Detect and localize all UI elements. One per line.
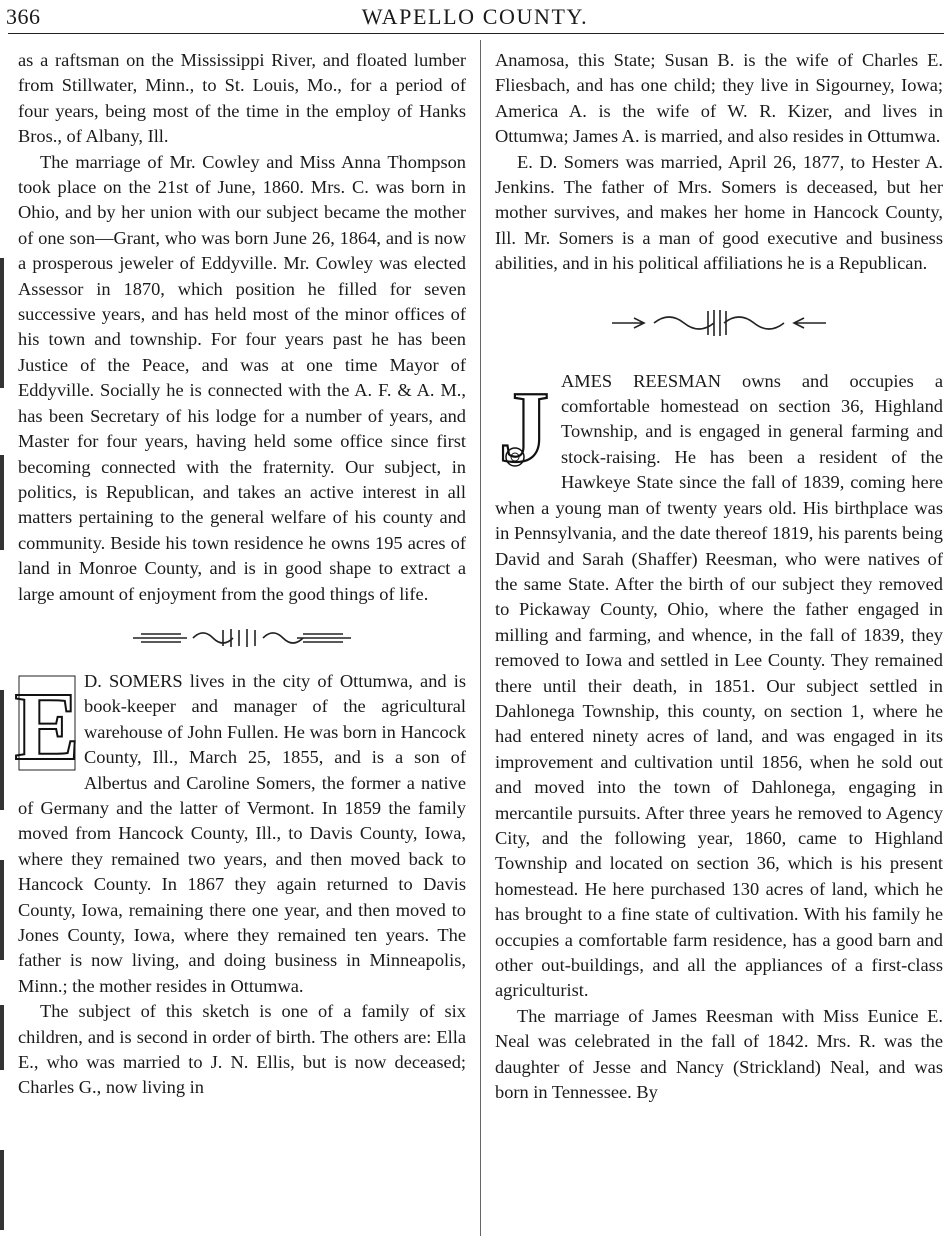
page-header [0,0,950,36]
somers-siblings-paragraph: Anamosa, this State; Susan B. is the wife of Charles E. Fliesbach, and has one child; they live in Sigourney, Iowa; America A. is the wife of W. R. Kizer, and lives in Ottumwa; James A. is married, and also resides in Ottumwa. [495,50,943,147]
section-ornament [18,607,466,669]
cowley-continuation-paragraph: as a raftsman on the Mississippi River, and floated lumber from Stillwater, Minn., to St. Louis, Mo., for a period of four years, being most of the time in the employ of Hanks Bros., of Albany, Ill. [18,50,466,147]
reesman-intro-paragraph: AMES REESMAN owns and occupies a comfortable homestead on section 36, Highland Township, and is engaged in general farming and stock-raising. He has been a resident of the Hawkeye State since the fall of 1839, coming here when a young man of twenty years old. His birthplace was in Pennsylvania, and the date thereof 1819, his parents being David and Sarah (Shaffer) Reesman, who were natives of the same State. After the birth of our subject they removed to Pickaway County, Ohio, where the father engaged in milling and farming, and whence, in the fall of 1839, they removed to Iowa and settled in Lee County. They remained there until their death, in 1851. Our subject settled in Dahlonega Township, this county, on section 1, where he had entered ninety acres of land, and was engaged in its improvement and cultivation until 1856, when he sold out and moved into the town of Dahlonega, engaging in mercantile pursuits. After three years he removed to Agency City, and the following year, 1860, came to Highland Township and located on section 36, which is his present homestead. He here purchased 130 acres of land, which he has brought to a fine state of cultivation. With his family he occupies a comfortable farm residence, has a good barn and other out-buildings, and all the appliances of a first-class agriculturist. [495,370,943,1001]
dropcap-j [495,370,553,484]
margin-mark [0,860,4,960]
column-divider [480,40,481,1236]
scroll-ornament-icon [604,308,834,338]
margin-mark [0,1005,4,1070]
cowley-marriage-paragraph: The marriage of Mr. Cowley and Miss Anna Thompson took place on the 21st of June, 1860. Mrs. C. was born in Ohio, and by her union with our subject became the mother of one son—Grant, who was born June 26, 1864, and is now a prosperous jeweler of Eddyville. Mr. Cowley was elected Assessor in 1870, which position he filled for seven successive years, and has held most of the minor offices of his town and township. For four years past he has been Justice of the Peace, and was at one time Mayor of Eddyville. Socially he is connected with the A. F. & A. M., has been Secretary of his lodge for a number of years, and Master for four years, having held some office since first becoming connected with the fraternity. Our subject, in politics, is Republican, and takes an active interest in all matters pertaining to the general welfare of his county and community. Beside his town residence he owns 195 acres of land in Monroe County, and is in good shape to extract a large amount of enjoyment from the good things of life. [18,151,466,604]
svg-text:E: E [14,672,80,781]
section-ornament [495,277,943,369]
reesman-marriage-paragraph: The marriage of James Reesman with Miss Eunice E. Neal was celebrated in the fall of 1842. Mrs. R. was the daughter of Jesse and Nancy (Strickland) Neal, and was born in Tennessee. By [495,1005,943,1103]
somers-marriage-paragraph: E. D. Somers was married, April 26, 1877, to Hester A. Jenkins. The father of Mrs. Somers is deceased, but her mother survives, and makes her home in Hancock County, Ill. Mr. Somers is a man of good executive and business abilities, and in his political affiliations he is a Republican. [495,151,943,274]
scroll-ornament-icon [127,626,357,650]
margin-mark [0,455,4,550]
svg-text:J: J [498,370,550,484]
margin-mark [0,258,4,388]
margin-mark [0,1150,4,1230]
somers-family-paragraph: The subject of this sketch is one of a family of six children, and is second in order of birth. The others are: Ella E., who was married to J. N. Ellis, but is now deceased; Charles G., now living in [18,1001,466,1098]
header-rule [8,33,944,34]
dropcap-e [14,672,80,781]
page-number: 366 [6,4,41,29]
right-column [495,48,943,1105]
margin-mark [0,690,4,810]
left-column [14,48,466,1101]
somers-intro-paragraph: D. SOMERS lives in the city of Ottumwa, and is book-keeper and manager of the agricultural warehouse of John Fullen. He was born in Hancock County, Ill., March 25, 1855, and is a son of Albertus and Caroline Somers, the former a native of Germany and the latter of Vermont. In 1859 the family moved from Hancock County, Ill., to Davis County, Iowa, where they remained two years, and then moved back to Hancock County. In 1867 they again returned to Davis County, Iowa, remaining there one year, and then moved to Jones County, Iowa, where they remained ten years. The father is now living, and doing business in Minneapolis, Minn.; the mother resides in Ottumwa. [18,670,466,996]
running-head: WAPELLO COUNTY. [361,4,589,29]
